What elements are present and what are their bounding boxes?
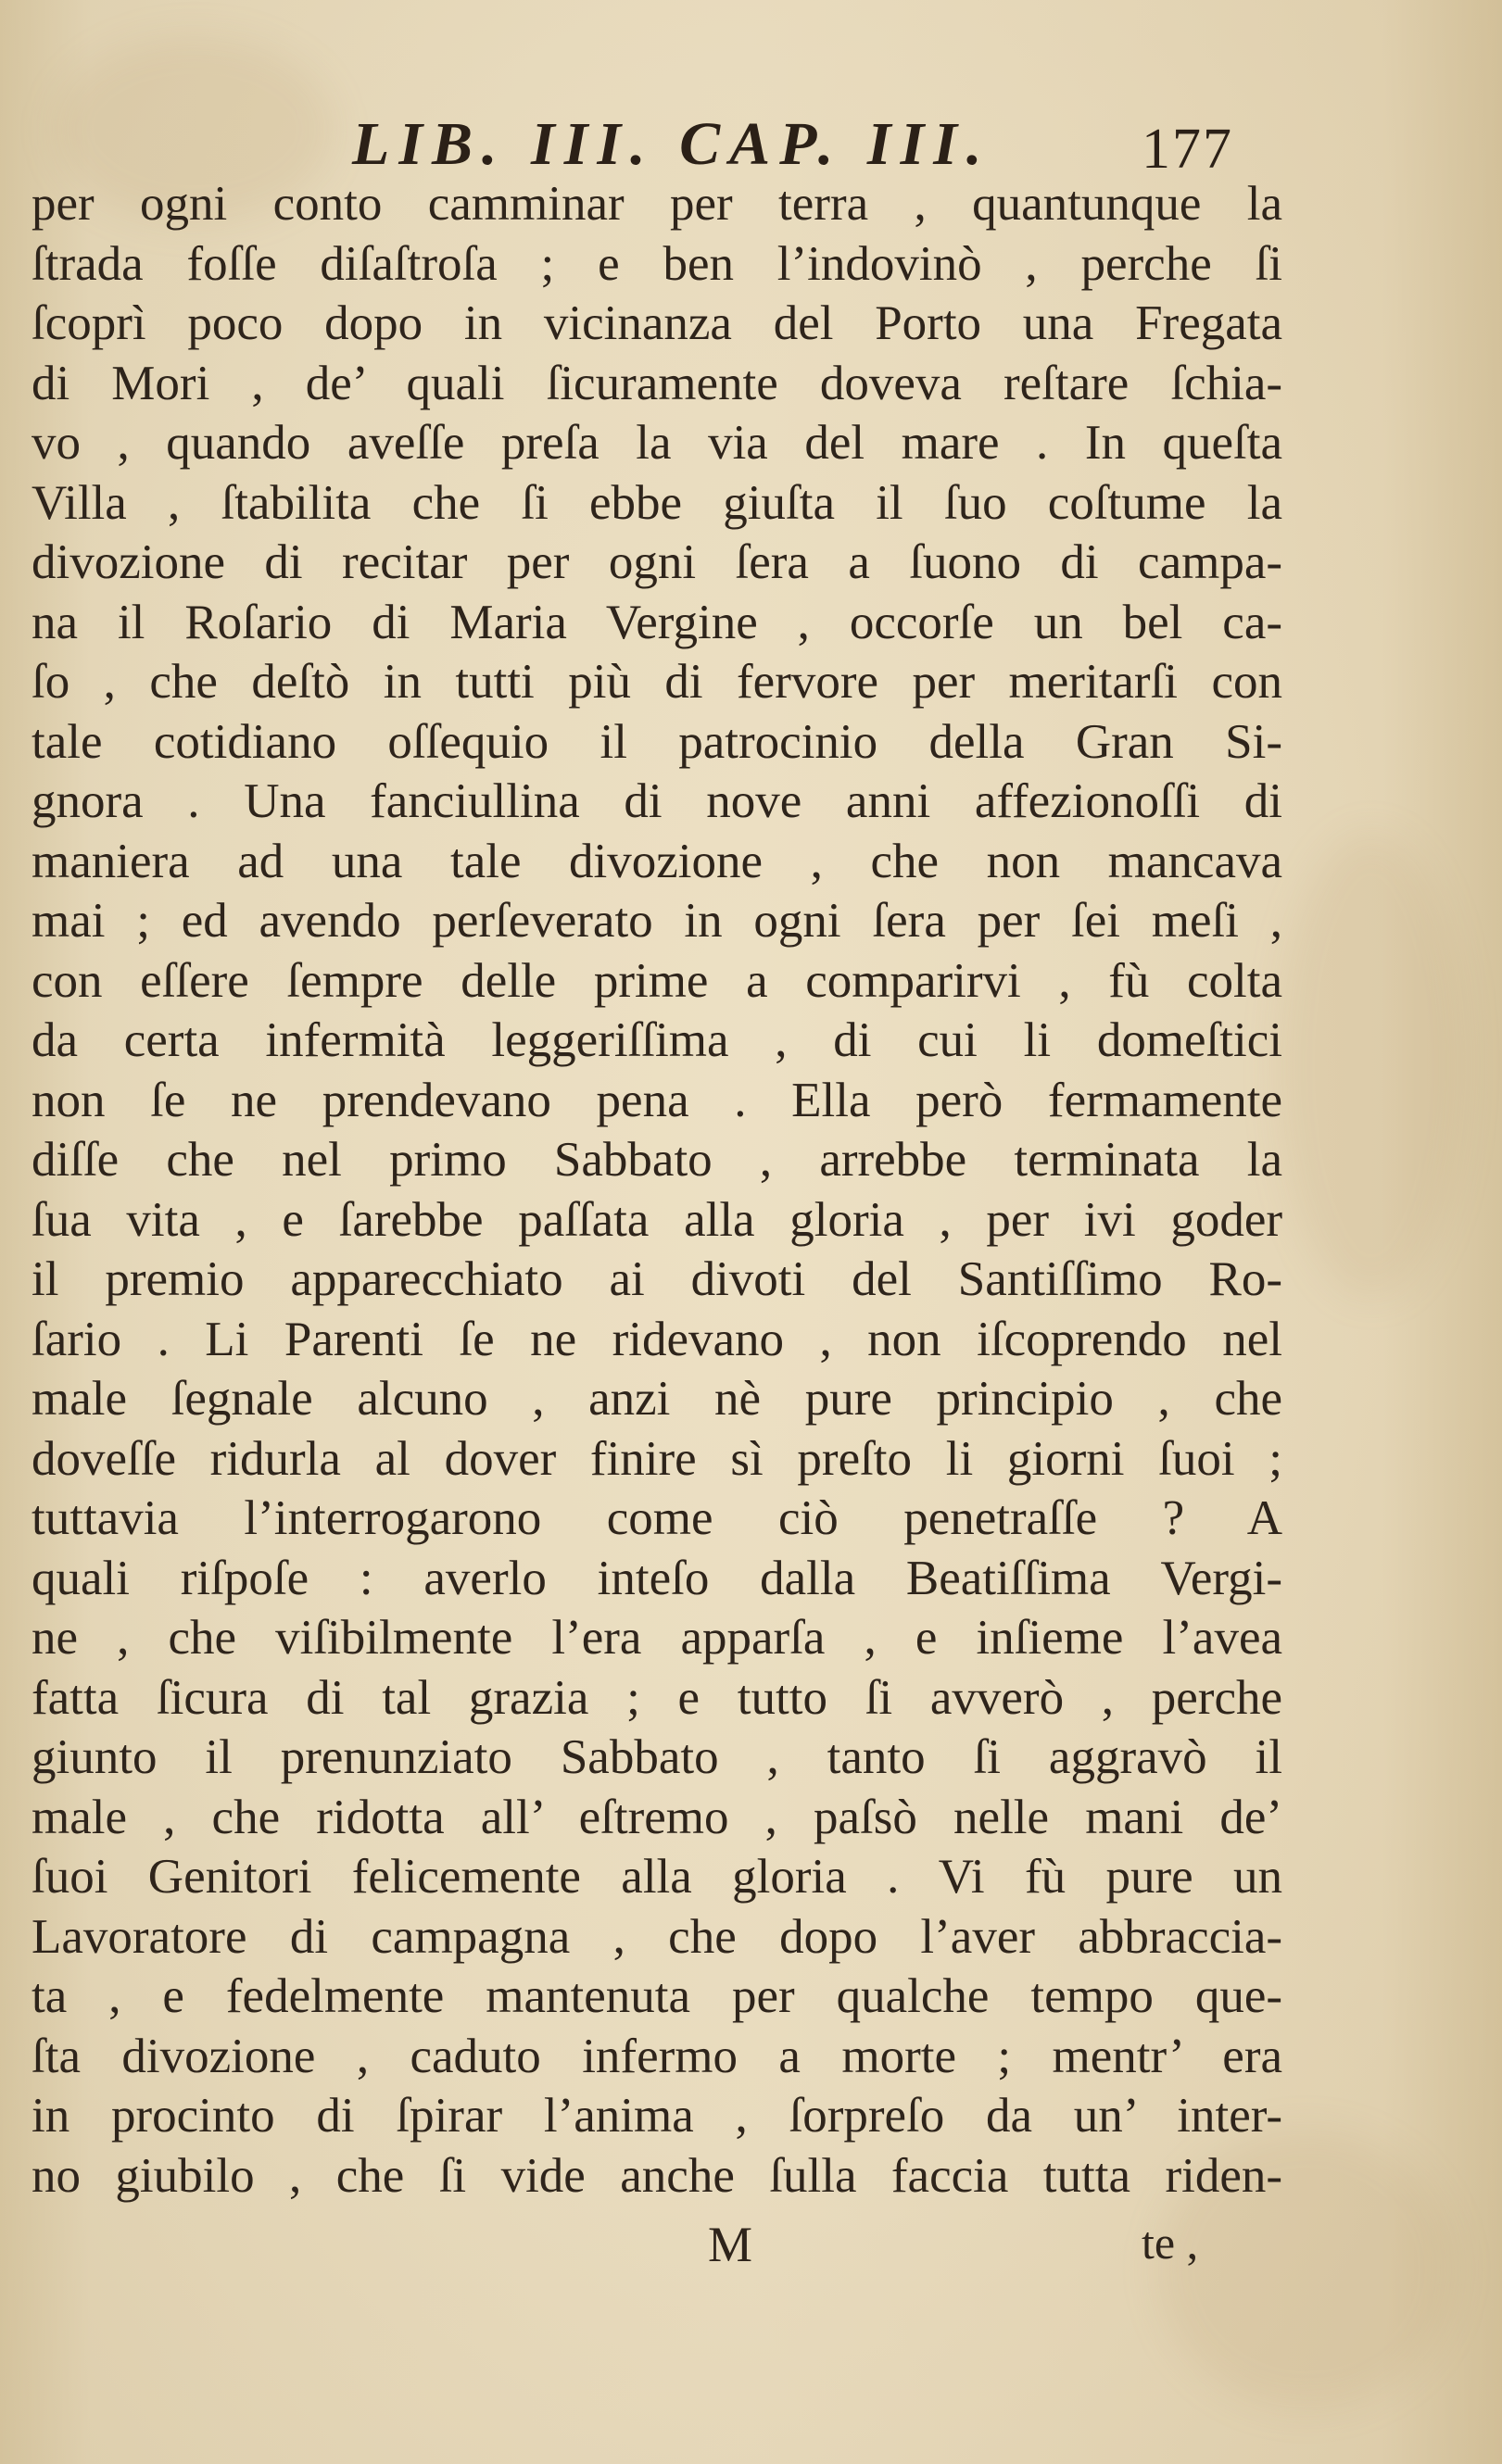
text-line: ſuoi Genitori felicemente alla gloria . Vi fù pure un bbox=[32, 1850, 1282, 1904]
text-line: ta , e fedelmente mantenuta per qualche tempo que- bbox=[32, 1969, 1282, 2023]
text-line: maniera ad una tale divozione , che non mancava bbox=[32, 834, 1282, 888]
text-line: doveſſe ridurla al dover finire sì preſto li giorni ſuoi ; bbox=[32, 1431, 1282, 1486]
text-line: Lavoratore di campagna , che dopo l’aver abbraccia- bbox=[32, 1909, 1282, 1964]
text-line: divozione di recitar per ogni ſera a ſuono di campa- bbox=[32, 535, 1282, 589]
text-line: di Mori , de’ quali ſicuramente doveva reſtare ſchia- bbox=[32, 356, 1282, 410]
text-line: Villa , ſtabilita che ſi ebbe giuſta il ſuo coſtume la bbox=[32, 475, 1282, 530]
text-line: non ſe ne prendevano pena . Ella però fermamente bbox=[32, 1073, 1282, 1127]
text-line: da certa infermità leggeriſſima , di cui li domeſtici bbox=[32, 1013, 1282, 1067]
body-text bbox=[32, 174, 1282, 2206]
page-footer bbox=[0, 2216, 1502, 2290]
catchword: te , bbox=[1142, 2217, 1199, 2269]
text-line: gnora . Una fanciullina di nove anni affezionoſſi di bbox=[32, 774, 1282, 828]
text-line: ſtrada foſſe diſaſtroſa ; e ben l’indovinò , perche ſi bbox=[32, 236, 1282, 291]
page-number: 177 bbox=[1142, 118, 1233, 181]
text-line: na il Roſario di Maria Vergine , occorſe un bel ca- bbox=[32, 595, 1282, 649]
text-line: in procinto di ſpirar l’anima , ſorpreſo da un’ inter- bbox=[32, 2089, 1282, 2143]
text-line: ſua vita , e ſarebbe paſſata alla gloria , per ivi goder bbox=[32, 1192, 1282, 1247]
text-line: fatta ſicura di tal grazia ; e tutto ſi avverò , perche bbox=[32, 1670, 1282, 1725]
text-line: ſcoprì poco dopo in vicinanza del Porto una Fregata bbox=[32, 296, 1282, 350]
signature-mark: M bbox=[708, 2217, 753, 2272]
text-line: ſario . Li Parenti ſe ne ridevano , non iſcoprendo nel bbox=[32, 1312, 1282, 1366]
text-line: con eſſere ſempre delle prime a comparirvi , fù colta bbox=[32, 953, 1282, 1008]
text-line: ſo , che deſtò in tutti più di fervore per meritarſi con bbox=[32, 655, 1282, 709]
text-line: giunto il prenunziato Sabbato , tanto ſi aggravò il bbox=[32, 1730, 1282, 1784]
text-line: vo , quando aveſſe preſa la via del mare . In queſta bbox=[32, 416, 1282, 470]
running-head: LIB. III. CAP. III. bbox=[352, 110, 991, 178]
text-line: ne , che viſibilmente l’era apparſa , e inſieme l’avea bbox=[32, 1611, 1282, 1665]
text-line: diſſe che nel primo Sabbato , arrebbe terminata la bbox=[32, 1133, 1282, 1187]
text-line: per ogni conto camminar per terra , quantunque la bbox=[32, 177, 1282, 231]
text-line: tale cotidiano oſſequio il patrocinio della Gran Si- bbox=[32, 714, 1282, 769]
text-line: tuttavia l’interrogarono come ciò penetraſſe ? A bbox=[32, 1491, 1282, 1545]
paper-stain bbox=[1279, 834, 1464, 1297]
text-line: male ſegnale alcuno , anzi nè pure principio , che bbox=[32, 1372, 1282, 1426]
text-line: mai ; ed avendo perſeverato in ogni ſera per ſei meſi , bbox=[32, 894, 1282, 948]
text-line: male , che ridotta all’ eſtremo , paſsò nelle mani de’ bbox=[32, 1790, 1282, 1844]
text-line: il premio apparecchiato ai divoti del Santiſſimo Ro- bbox=[32, 1252, 1282, 1306]
text-line: no giubilo , che ſi vide anche ſulla faccia tutta riden- bbox=[32, 2148, 1282, 2203]
text-line: quali riſpoſe : averlo inteſo dalla Beatiſſima Vergi- bbox=[32, 1551, 1282, 1605]
text-line: ſta divozione , caduto infermo a morte ; mentr’ era bbox=[32, 2029, 1282, 2083]
